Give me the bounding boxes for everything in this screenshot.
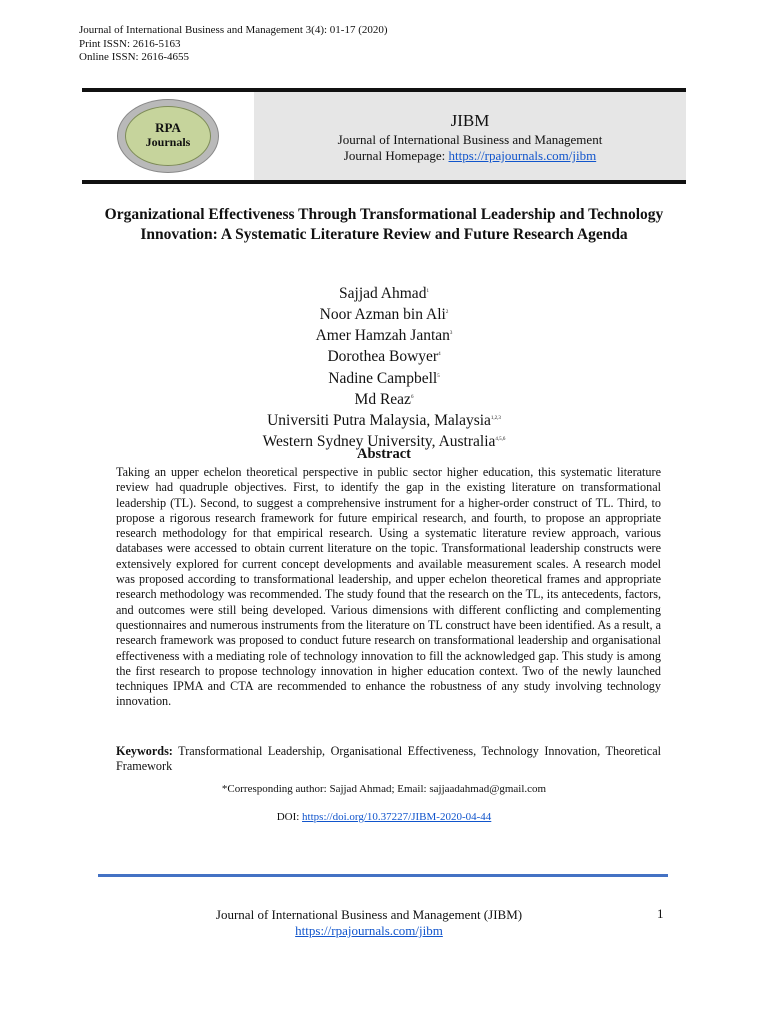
author-line: Dorothea Bowyer$^4$ (327, 348, 441, 366)
homepage-link[interactable]: https://rpajournals.com/jibm (448, 148, 597, 163)
keywords (116, 744, 661, 775)
banner-logo-area (82, 92, 254, 180)
citation-line: Journal of International Business and Management 3(4): 01-17 (2020) (79, 24, 388, 36)
doi (0, 811, 768, 823)
keywords-text: Transformational Leadership, Organisational Effectiveness, Technology Innovation, Theoretical Framework (116, 744, 661, 774)
affiliation-line: Universiti Putra Malaysia, Malaysia$^{1,2,3}$ (267, 412, 501, 430)
print-issn: Print ISSN: 2616-5163 (79, 37, 181, 50)
page-number: 1 (657, 906, 664, 921)
online-issn: Online ISSN: 2616-4655 (79, 51, 189, 63)
journal-banner (82, 88, 686, 184)
footer-divider (98, 874, 668, 877)
journal-name: Journal of International Business and Management (337, 132, 603, 147)
author-line: Noor Azman bin Ali$^2$ (319, 306, 449, 324)
homepage-label: Journal Homepage: (343, 148, 449, 163)
abstract-heading: Abstract (357, 446, 411, 462)
journal-homepage (254, 148, 686, 164)
author-line: Amer Hamzah Jantan$^3$ (315, 327, 453, 345)
paper-title: Organizational Effectiveness Through Transformational Leadership and Technology Innovation: A Systematic Literature Review and Future Research Agenda (104, 206, 664, 243)
journal-citation-block (79, 24, 388, 65)
doi-label: DOI: (276, 811, 303, 823)
author-line: Md Reaz$^6$ (354, 390, 414, 408)
author-line: Sajjad Ahmad$^1$ (339, 285, 429, 303)
keywords-label: Keywords: (116, 744, 173, 758)
logo-text-rpa: RPA (155, 120, 181, 135)
journal-abbreviation: JIBM (450, 111, 490, 130)
footer-url (0, 923, 738, 939)
author-line: Nadine Campbell$^5$ (328, 369, 440, 387)
abstract-text: Taking an upper echelon theoretical perspective in public sector higher education, this systematic literature review had quadruple objectives. First, to identify the gap in the existing literature on transformational leadership (TL). Second, to suggest a comprehensive instrument for a higher-order construct of TL. Third, to propose a rigorous research framework for future empirical research, and fourth, to propose an appropriate research methodology for that empirical research. Using a systematic literature review approach, various databases were accessed to obtain current literature on the topic. Transformational leadership constructs were extensively explored for current concept developments and available measurement scales. A research model was proposed according to transformational leadership, and upper echelon theoretical frames and appropriate research methodology was recommended. The study found that the research on the TL, its antecedents, factors, and outcomes were still being developed. Various dimensions with different conflicting and complementing questionnaires and numerous instruments from the literature on TL construct have been identified. As a result, a research framework was proposed to conduct future research on transformational leadership and organisational effectiveness with a mediating role of technology innovation to fill the acknowledged gap. This study is among the first research to propose technology innovation in higher education context. Two of the newly launched techniques IPMA and CTA are recommended to enhance the robustness of any study involving technology innovation. (116, 465, 661, 709)
rpa-journals-logo (118, 100, 218, 172)
author-list (120, 282, 648, 451)
corresponding-author: *Corresponding author: Sajjad Ahmad; Email: sajjaadahmad@gmail.com (221, 783, 547, 795)
footer-link[interactable]: https://rpajournals.com/jibm (295, 923, 443, 938)
logo-text-journals: Journals (145, 135, 191, 149)
footer-journal: Journal of International Business and Management (JIBM) (215, 907, 523, 922)
banner-info-area (254, 92, 686, 180)
doi-link[interactable]: https://doi.org/10.37227/JIBM-2020-04-44 (302, 811, 492, 823)
logo-badge (125, 106, 211, 166)
affiliation-line: Western Sydney University, Australia$^{4,5,6}$ (262, 433, 506, 451)
